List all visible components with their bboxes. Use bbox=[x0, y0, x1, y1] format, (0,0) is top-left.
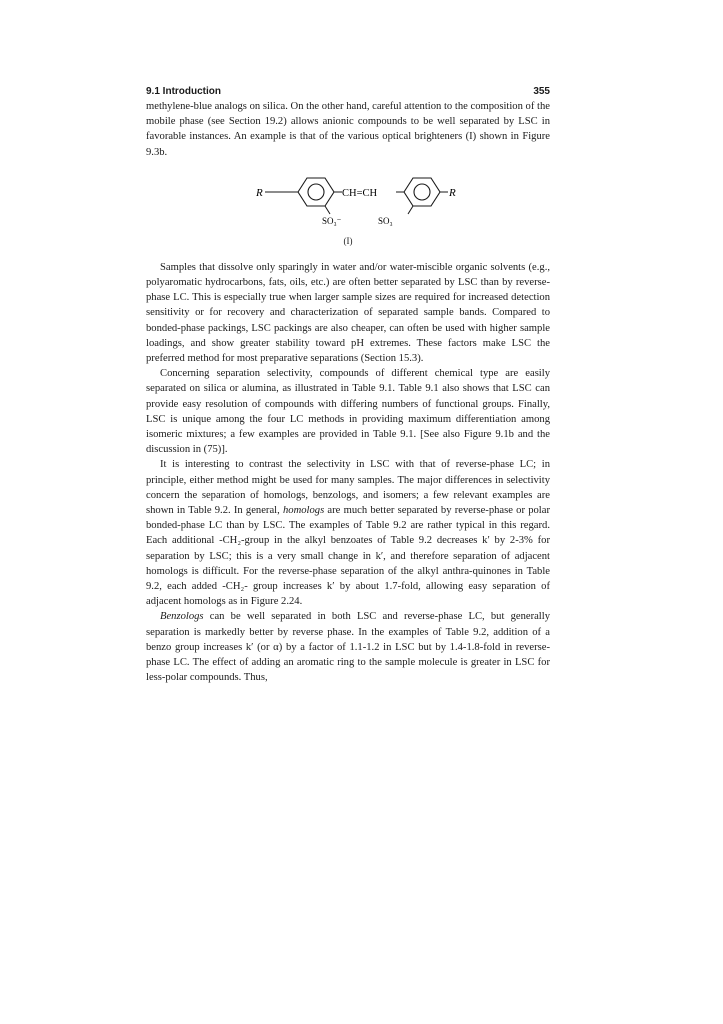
paragraph-3: Concerning separation selectivity, compounds of different chemical type are easily separated on silica or alumina, as illustrated in Table 9.1. Table 9.1 also shows that LSC can provide easy resolution of compounds with differing numbers of functional groups. Finally, LSC is unique among the four LC methods in providing maximum differentiation among isomeric mixtures; a few examples are provided in Table 9.1. [See also Figure 9.1b and the discussion in (75)]. bbox=[146, 368, 550, 456]
left-benzene-ring bbox=[298, 178, 334, 206]
paragraph-1: methylene-blue analogs on silica. On the other hand, careful attention to the composition of the mobile phase (see Section 19.2) allows anionic compounds to be well separated by LSC in favorable instances. An example is that of the various optical brighteners (I) shown in Figure 9.3b. bbox=[146, 101, 550, 158]
paragraph-4-part-b: are much better separated by reverse-phase or polar bonded-phase LC than by LSC. The examples of Table 9.2 are rather typical in this regard. Each additional -CH₂-group in the alkyl benzoates of Table 9.2 decreases k′ by 2-3% for separation by LSC; this is a very small change in k′, and therefore separation of adjacent homologs is difficult. For the reverse-phase separation of the alkyl anthra-quinones in Table 9.2, each added -CH₂- group increases k′ by about 1.7-fold, allowing easy separation of adjacent homologs as in Figure 2.24. bbox=[146, 505, 550, 608]
paragraph-5 bbox=[146, 609, 550, 685]
page bbox=[146, 86, 550, 686]
structure-label: (I) bbox=[343, 235, 353, 246]
right-r-group: R bbox=[449, 186, 456, 199]
left-aromatic-circle bbox=[308, 184, 324, 200]
right-sulfonate: SO₃ bbox=[378, 215, 393, 226]
right-aromatic-circle bbox=[414, 184, 430, 200]
paragraph-4 bbox=[146, 457, 550, 609]
right-benzene-ring bbox=[404, 178, 440, 206]
bond-left-sulfonate bbox=[325, 206, 330, 214]
paragraph-5-text: can be well separated in both LSC and reverse-phase LC, but generally separation is markedly better by reverse phase. In the examples of Table 9.2, addition of a benzo group increases k′ (or α) by a factor of 1.1-1.2 in LSC but by 1.4-1.8-fold in reverse-phase LC. The effect of adding an aromatic ring to the sample molecule is greater in LSC for less-polar compounds. Thus, bbox=[146, 611, 550, 684]
bond-right-sulfonate bbox=[408, 206, 413, 214]
term-homologs: homologs bbox=[282, 505, 325, 517]
running-head bbox=[146, 86, 550, 97]
term-benzologs: Benzologs bbox=[160, 611, 204, 623]
chemical-structure-figure bbox=[146, 162, 550, 254]
left-r-group: R bbox=[256, 186, 263, 199]
section-title: 9.1 Introduction bbox=[146, 86, 221, 97]
page-number: 355 bbox=[533, 86, 550, 97]
left-sulfonate: SO₃⁻ bbox=[322, 215, 342, 226]
paragraph-2: Samples that dissolve only sparingly in water and/or water-miscible organic solvents (e.g., polyaromatic hydrocarbons, fats, oils, etc.) are often better separated by LSC than by reverse-phase LC. This is especially true when larger sample sizes are required for increased detection sensitivity or for recovery and characterization of separated sample bands. Compared to bonded-phase packings, LSC packings are also cheaper, can often be used with higher sample loadings, and show greater stability toward pH extremes. These factors make LSC the preferred method for most preparative separations (Section 15.3). bbox=[146, 261, 550, 365]
vinyl-bridge: CH=CH bbox=[342, 187, 378, 199]
paragraph-4-part-a: It is interesting to contrast the selectivity in LSC with that of reverse-phase LC; in principle, either method might be used for many samples. The major differences in selectivity concern the separation of homologs, benzologs, and isomers; a few relevant examples are shown in Table 9.2. In general, bbox=[146, 459, 550, 517]
